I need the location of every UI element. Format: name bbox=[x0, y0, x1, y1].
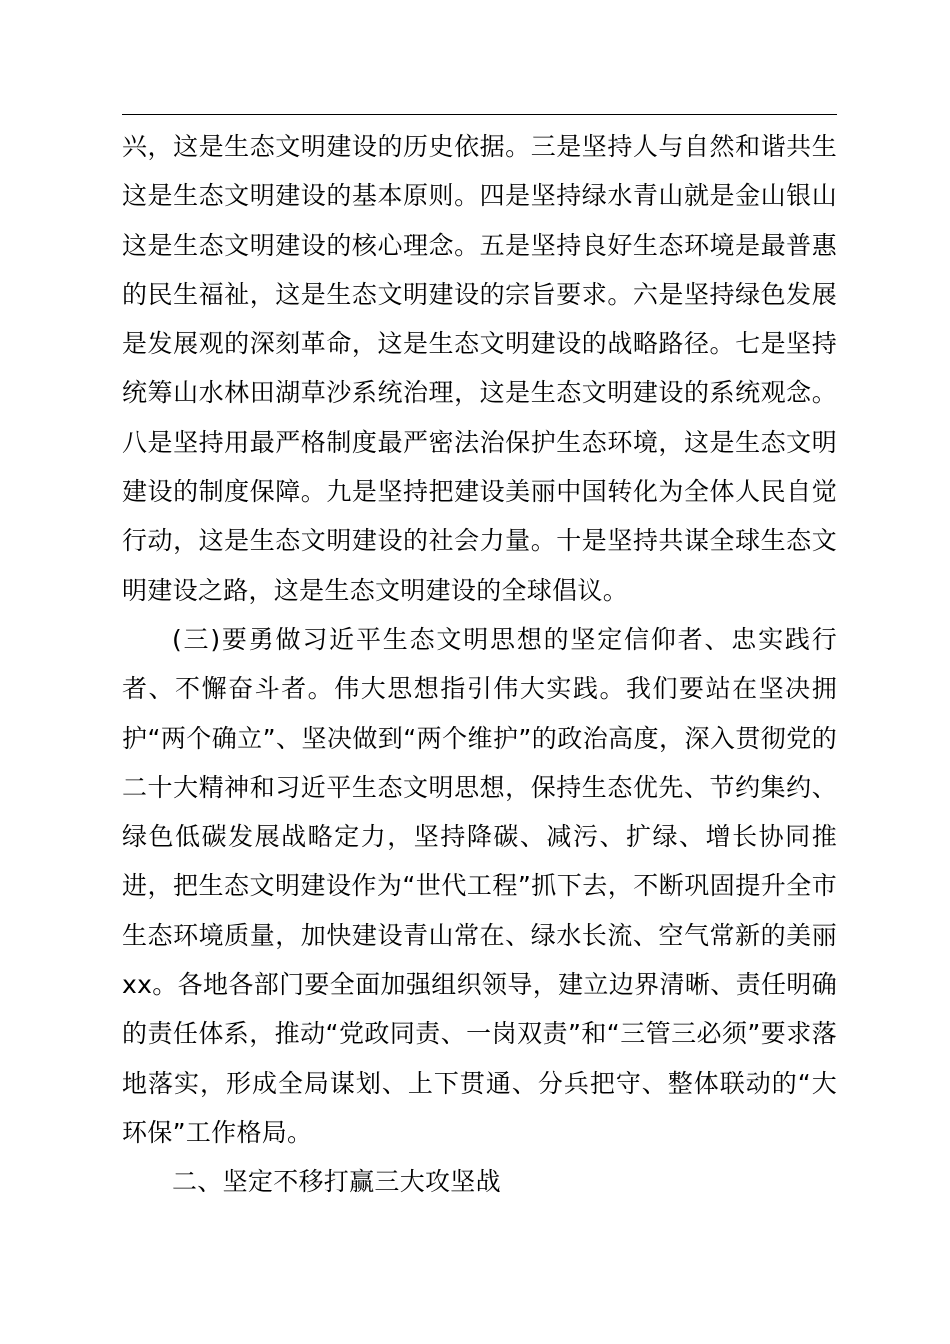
paragraph-continuation: 兴，这是生态文明建设的历史依据。三是坚持人与自然和谐共生这是生态文明建设的基本原则。四是坚持绿水青山就是金山银山这是生态文明建设的核心理念。五是坚持良好生态环境是最普惠的民生福祉，这是生态文明建设的宗旨要求。六是坚持绿色发展是发展观的深刻革命，这是生态文明建设的战略路径。七是坚持统筹山水林田湖草沙系统治理，这是生态文明建设的系统观念。八是坚持用最严格制度最严密法治保护生态环境，这是生态文明建设的制度保障。九是坚持把建设美丽中国转化为全体人民自觉行动，这是生态文明建设的社会力量。十是坚持共谋全球生态文明建设之路，这是生态文明建设的全球倡议。 bbox=[122, 132, 837, 605]
document-body bbox=[122, 122, 837, 1207]
header-rule bbox=[122, 114, 837, 115]
paragraph-section-three: (三)要勇做习近平生态文明思想的坚定信仰者、忠实践行者、不懈奋斗者。伟大思想指引伟大实践。我们要站在坚决拥护“两个确立”、坚决做到“两个维护”的政治高度，深入贯彻党的二十大精神和习近平生态文明思想，保持生态优先、节约集约、绿色低碳发展战略定力，坚持降碳、减污、扩绿、增长协同推进，把生态文明建设作为“世代工程”抓下去，不断巩固提升全市生态环境质量，加快建设青山常在、绿水长流、空气常新的美丽 xx。各地各部门要全面加强组织领导，建立边界清晰、责任明确的责任体系，推动“党政同责、一岗双责”和“三管三必须”要求落地落实，形成全局谋划、上下贯通、分兵把守、整体联动的“大环保”工作格局。 bbox=[122, 624, 837, 1147]
section-heading: 二、坚定不移打赢三大攻坚战 bbox=[172, 1167, 501, 1197]
